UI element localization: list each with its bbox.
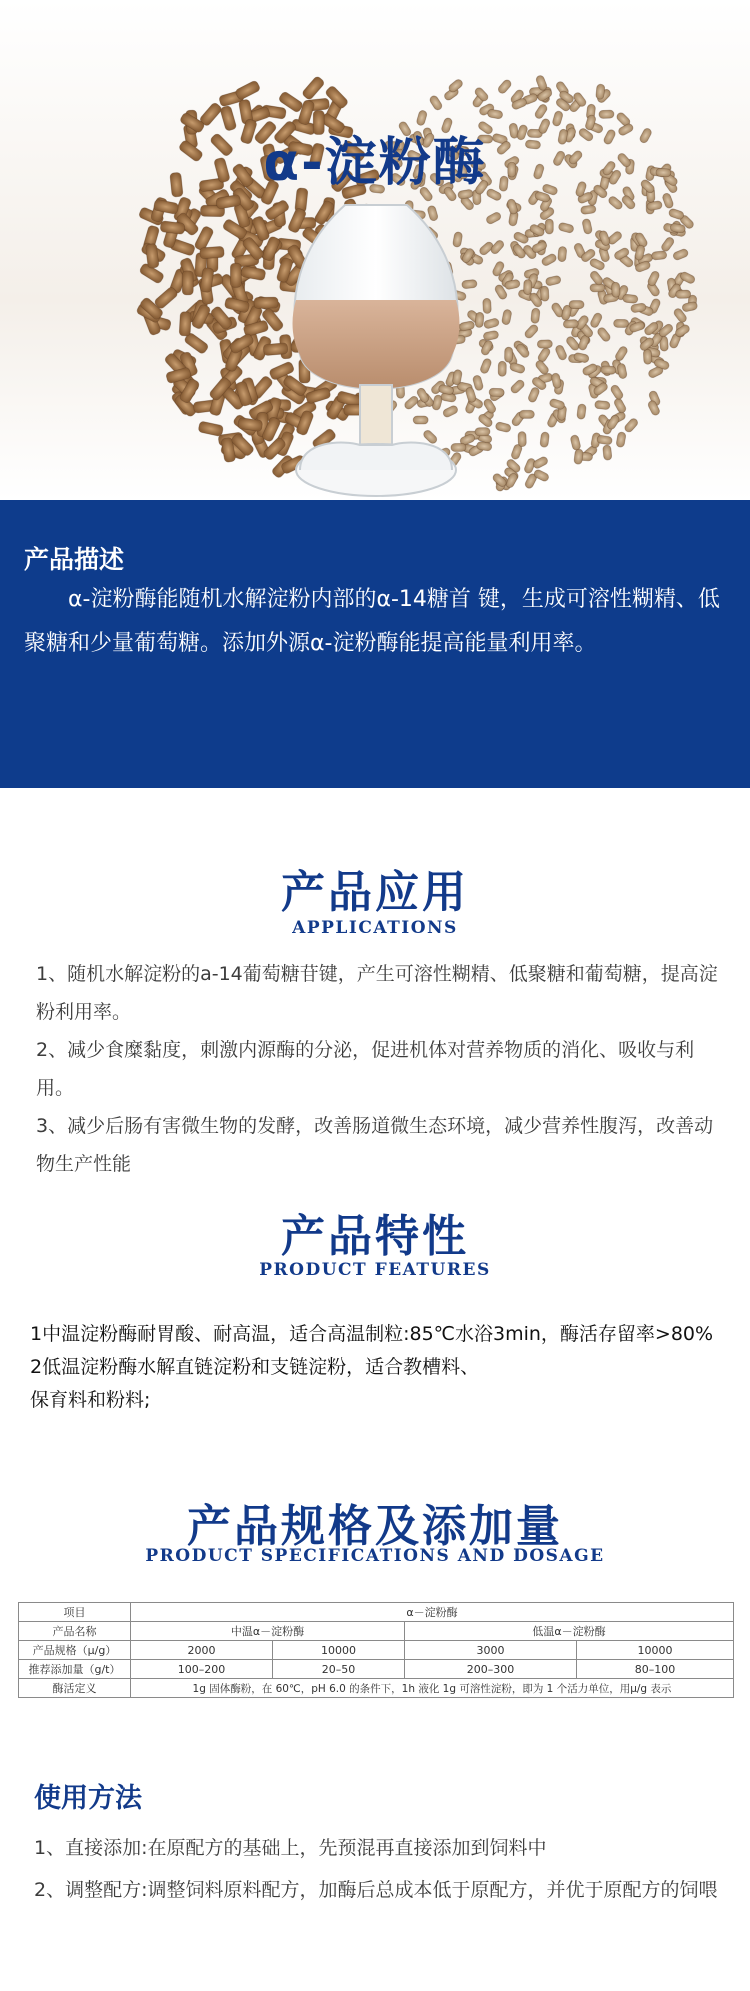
hero-banner bbox=[0, 0, 750, 500]
hero-title: α-淀粉酶 bbox=[263, 133, 487, 193]
list-item: 2、减少食糜黏度，刺激内源酶的分泌，促进机体对营养物质的消化、吸收与利用。 bbox=[36, 1039, 695, 1099]
list-item: 1中温淀粉酶耐胃酸、耐高温，适合高温制粒:85℃水浴3min，酶活存留率>80% bbox=[30, 1323, 714, 1345]
list-item: 1、随机水解淀粉的a-14葡萄糖苷键，产生可溶性糊精、低聚糖和葡萄糖，提高淀粉利用率。 bbox=[36, 963, 718, 1023]
description-heading: 产品描述 bbox=[24, 545, 125, 574]
usage-title: 使用方法 bbox=[34, 1783, 142, 1814]
features-subtitle: PRODUCT FEATURES bbox=[259, 1260, 491, 1280]
table-row bbox=[19, 1641, 734, 1660]
list-item: 3、减少后肠有害微生物的发酵，改善肠道微生态环境，减少营养性腹泻，改善动物生产性能 bbox=[36, 1115, 714, 1175]
table-cell: 推荐添加量（g/t） bbox=[19, 1660, 131, 1679]
applications-subtitle: APPLICATIONS bbox=[292, 918, 458, 938]
specs-subtitle: PRODUCT SPECIFICATIONS AND DOSAGE bbox=[145, 1546, 605, 1566]
table-cell: 3000 bbox=[405, 1641, 577, 1660]
spec-table bbox=[18, 1602, 734, 1698]
table-cell: 中温α－淀粉酶 bbox=[131, 1622, 405, 1641]
table-cell: 1g 固体酶粉，在 60℃，pH 6.0 的条件下，1h 液化 1g 可溶性淀粉，即为 1 个活力单位，用μ/g 表示 bbox=[131, 1679, 734, 1698]
table-row bbox=[19, 1622, 734, 1641]
applications-title: 产品应用 bbox=[281, 867, 469, 918]
table-cell: 产品名称 bbox=[19, 1622, 131, 1641]
flask-icon bbox=[293, 205, 460, 496]
table-row bbox=[19, 1679, 734, 1698]
table-cell: 项目 bbox=[19, 1603, 131, 1622]
table-cell: 200–300 bbox=[405, 1660, 577, 1679]
features-title: 产品特性 bbox=[281, 1211, 469, 1262]
table-cell: 10000 bbox=[273, 1641, 405, 1660]
table-row bbox=[19, 1603, 734, 1622]
table-cell: 2000 bbox=[131, 1641, 273, 1660]
list-item: 保育料和粉料; bbox=[30, 1389, 151, 1411]
table-cell: 20–50 bbox=[273, 1660, 405, 1679]
usage-list bbox=[34, 1830, 720, 1914]
description-band bbox=[0, 500, 750, 788]
table-row bbox=[19, 1660, 734, 1679]
list-item: 2低温淀粉酶水解直链淀粉和支链淀粉，适合教槽料、 bbox=[30, 1356, 480, 1378]
product-photo bbox=[0, 0, 750, 500]
table-cell: 80–100 bbox=[577, 1660, 734, 1679]
table-cell: α－淀粉酶 bbox=[131, 1603, 734, 1622]
table-cell: 酶活定义 bbox=[19, 1679, 131, 1698]
list-item: 1、直接添加:在原配方的基础上，先预混再直接添加到饲料中 bbox=[34, 1837, 547, 1859]
features-list bbox=[30, 1318, 720, 1417]
list-item: 2、调整配方:调整饲料原料配方，加酶后总成本低于原配方，并优于原配方的饲喂 bbox=[34, 1879, 718, 1901]
table-cell: 产品规格（μ/g） bbox=[19, 1641, 131, 1660]
table-cell: 100–200 bbox=[131, 1660, 273, 1679]
table-cell: 低温α－淀粉酶 bbox=[405, 1622, 734, 1641]
specs-title: 产品规格及添加量 bbox=[187, 1501, 563, 1552]
description-text: α-淀粉酶能随机水解淀粉内部的α-14糖首 键，生成可溶性糊精、低聚糖和少量葡萄糖。添加外源α-淀粉酶能提高能量利用率。 bbox=[24, 587, 720, 656]
table-cell: 10000 bbox=[577, 1641, 734, 1660]
applications-list bbox=[36, 955, 720, 1183]
